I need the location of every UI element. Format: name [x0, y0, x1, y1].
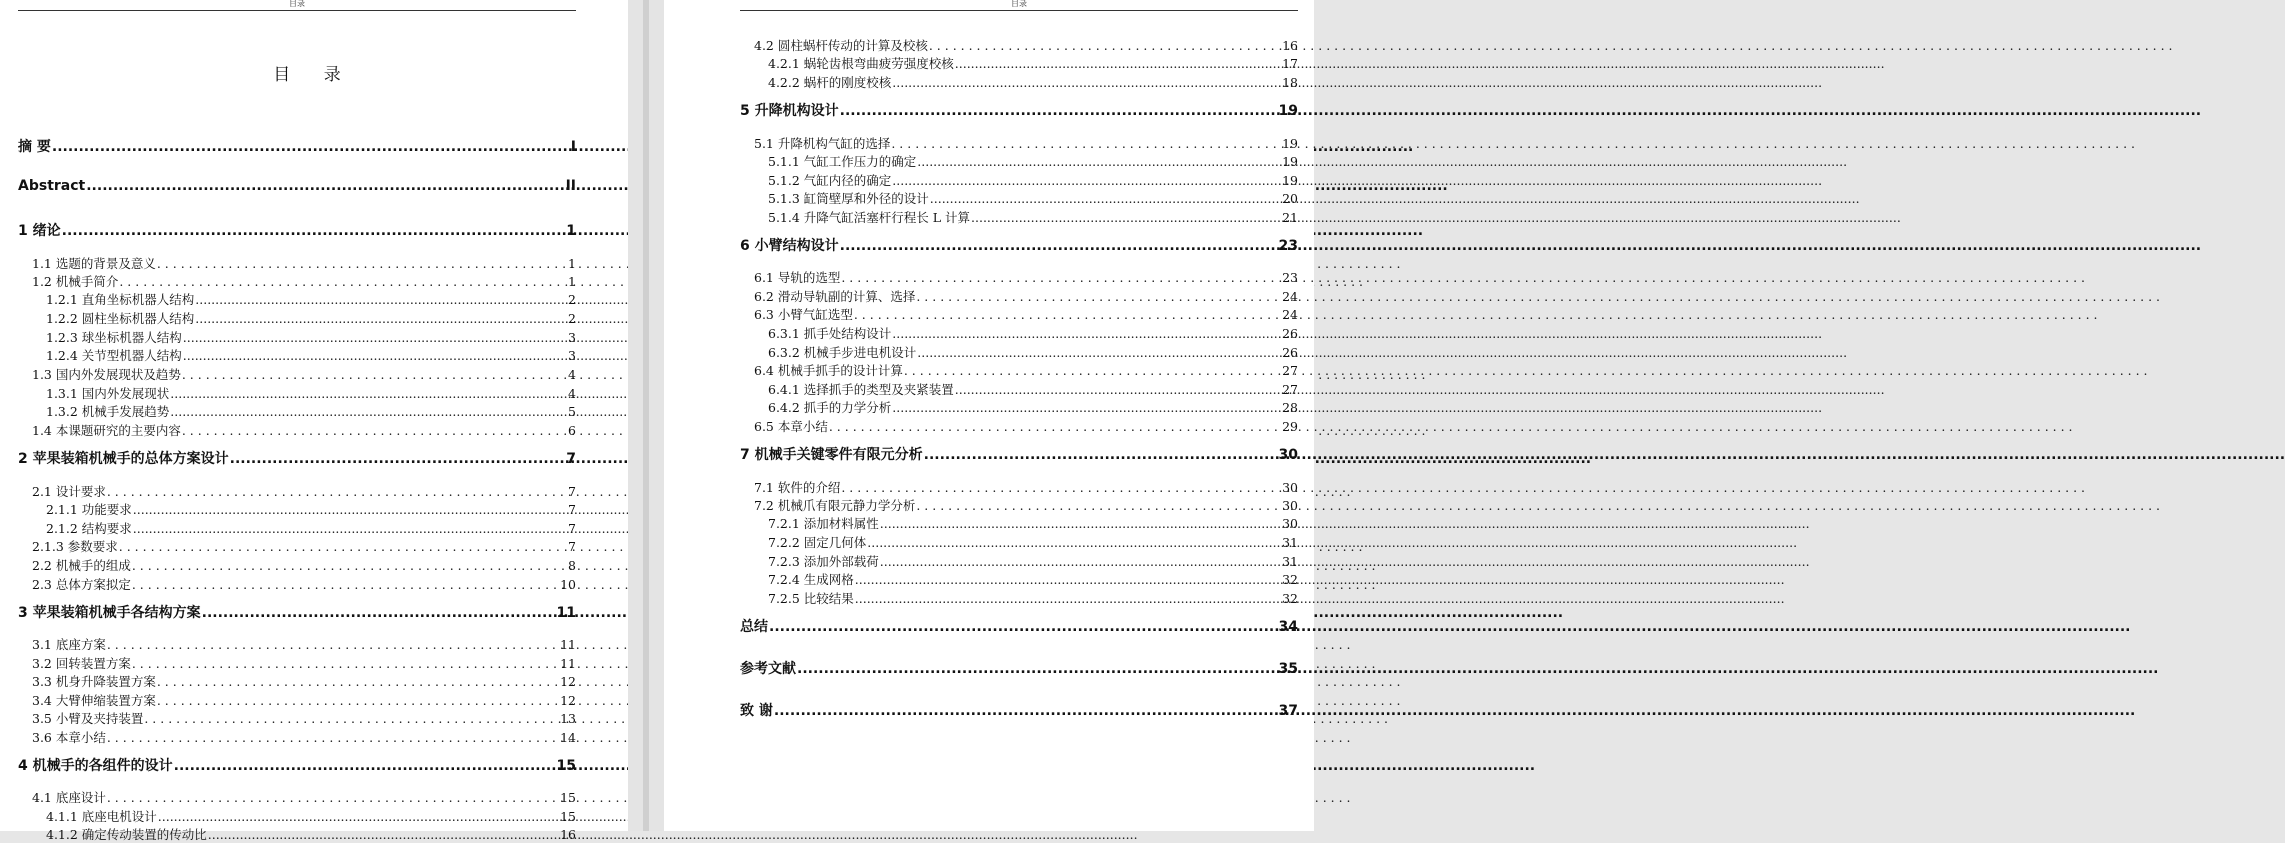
toc-dot-leader — [929, 38, 1281, 53]
toc-entry-title: 总结 — [740, 619, 768, 635]
toc-dot-leader — [916, 289, 1281, 304]
toc-page-number: 15 — [560, 790, 576, 805]
page-title: 目 录 — [273, 65, 355, 85]
toc-page-number: 19 — [1282, 173, 1298, 188]
toc-page-number: 26 — [1282, 326, 1298, 341]
toc-entry-title: 2 苹果装箱机械手的总体方案设计 — [18, 451, 229, 467]
toc-page-number: 37 — [1278, 703, 1298, 719]
toc-entry-title: 3.5 小臂及夹持装置 — [32, 711, 144, 726]
toc-entry-title: 1.1 选题的背景及意义 — [32, 256, 156, 271]
page-header: 目录 — [740, 0, 1298, 11]
toc-page-number: 23 — [1282, 270, 1298, 285]
toc-section-entry[interactable] — [768, 380, 1298, 398]
toc-entry-title: 1.2.1 直角坐标机器人结构 — [46, 292, 195, 307]
toc-section-entry[interactable] — [46, 825, 576, 843]
toc-page-number: 7 — [568, 484, 576, 499]
toc-chapter-entry[interactable] — [18, 448, 576, 468]
toc-page-number: 12 — [560, 693, 576, 708]
toc-section-entry[interactable] — [768, 324, 1298, 342]
toc-page-number: 19 — [1282, 154, 1298, 169]
toc-page-number: 11 — [556, 605, 576, 621]
toc-entry-title: 4.1.2 确定传动装置的传动比 — [46, 827, 207, 842]
page-gutter — [628, 0, 664, 831]
toc-page-number: 1 — [568, 274, 576, 289]
toc-page-number: 6 — [568, 423, 576, 438]
toc-section-entry[interactable] — [46, 309, 576, 327]
toc-entry-title: 6.3.2 机械手步进电机设计 — [768, 345, 917, 360]
toc-dot-leader — [170, 404, 567, 419]
toc-entry-title: 3.3 机身升降装置方案 — [32, 674, 156, 689]
toc-page-number: 3 — [568, 330, 576, 345]
toc-section-entry[interactable] — [754, 287, 1298, 305]
toc-chapter-entry[interactable] — [18, 755, 576, 775]
toc-page-number: 21 — [1282, 210, 1298, 225]
toc-chapter-entry[interactable] — [740, 235, 1298, 255]
toc-chapter-entry[interactable] — [740, 444, 1298, 464]
toc-dot-leader — [840, 238, 1278, 254]
toc-section-entry[interactable] — [32, 421, 576, 439]
toc-dot-leader — [854, 307, 1281, 322]
toc-page-number: 15 — [560, 809, 576, 824]
toc-page-number: 1 — [568, 256, 576, 271]
toc-section-entry[interactable] — [46, 290, 576, 308]
toc-dot-leader — [107, 730, 559, 745]
toc-page-number: 20 — [1282, 191, 1298, 206]
toc-section-entry[interactable] — [46, 346, 576, 364]
toc-entry-title: 7.2.1 添加材料属性 — [768, 516, 879, 531]
toc-section-entry[interactable] — [754, 134, 1298, 152]
toc-page-number: 30 — [1282, 480, 1298, 495]
toc-dot-leader — [917, 345, 1281, 360]
toc-page-number: 2 — [568, 292, 576, 307]
toc-page-number: 13 — [560, 711, 576, 726]
toc-section-entry[interactable] — [32, 691, 576, 709]
toc-section-entry[interactable] — [768, 208, 1298, 226]
toc-page-number: 4 — [568, 367, 576, 382]
toc-page-number: 34 — [1278, 619, 1298, 635]
toc-dot-leader — [107, 790, 559, 805]
toc-section-entry[interactable] — [768, 73, 1298, 91]
toc-section-entry[interactable] — [32, 672, 576, 690]
toc-entry-title: 2.1 设计要求 — [32, 484, 106, 499]
toc-page-number: 7 — [568, 502, 576, 517]
toc-section-entry[interactable] — [32, 728, 576, 746]
toc-section-entry[interactable] — [754, 496, 1298, 514]
toc-entry-title: 2.1.1 功能要求 — [46, 502, 132, 517]
toc-section-entry[interactable] — [754, 478, 1298, 496]
toc-entry-title: 4.2.2 蜗杆的刚度校核 — [768, 75, 892, 90]
toc-section-entry[interactable] — [32, 254, 576, 272]
toc-dot-leader — [924, 447, 1278, 463]
toc-dot-leader — [133, 521, 567, 536]
toc-page-number: 32 — [1282, 591, 1298, 606]
toc-page-number: 10 — [560, 577, 576, 592]
toc-entry-title: 6.4 机械手抓手的设计计算 — [754, 363, 903, 378]
toc-page-number: 32 — [1282, 572, 1298, 587]
toc-page-number: 16 — [560, 827, 576, 842]
toc-dot-leader — [774, 703, 1278, 719]
toc-dot-leader — [158, 809, 559, 824]
toc-dot-leader — [840, 103, 1278, 119]
toc-dot-leader — [971, 210, 1281, 225]
toc-section-entry[interactable] — [46, 519, 576, 537]
toc-page-number: 24 — [1282, 289, 1298, 304]
toc-dot-leader — [86, 178, 564, 194]
toc-section-entry[interactable] — [754, 305, 1298, 323]
scrollbar[interactable] — [643, 0, 649, 831]
toc-dot-leader — [195, 292, 567, 307]
toc-section-entry[interactable] — [754, 36, 1298, 54]
toc-dot-leader — [917, 154, 1281, 169]
toc-page-number: 15 — [556, 758, 576, 774]
toc-chapter-entry[interactable] — [740, 658, 1298, 678]
toc-dot-leader — [132, 558, 567, 573]
toc-entry-title: 1.3 国内外发展现状及趋势 — [32, 367, 181, 382]
toc-page-number: 7 — [568, 539, 576, 554]
toc-chapter-entry[interactable] — [740, 700, 1298, 720]
toc-page-number: 12 — [560, 674, 576, 689]
document-page-left — [0, 0, 628, 842]
toc-entry-title: 2.3 总体方案拟定 — [32, 577, 131, 592]
toc-section-entry[interactable] — [768, 570, 1298, 588]
toc-page-number: 29 — [1282, 419, 1298, 434]
toc-dot-leader — [904, 363, 1281, 378]
toc-dot-leader — [797, 661, 1278, 677]
toc-entry-title: 4.1.1 底座电机设计 — [46, 809, 157, 824]
toc-page-number: 23 — [1278, 238, 1298, 254]
toc-dot-leader — [930, 191, 1281, 206]
toc-dot-leader — [157, 693, 559, 708]
toc-dot-leader — [119, 539, 567, 554]
toc-page-number: 2 — [568, 311, 576, 326]
toc-entry-title: 致 谢 — [740, 703, 773, 719]
toc-entry-title: 摘 要 — [18, 139, 51, 155]
toc-entry-title: 2.1.3 参数要求 — [32, 539, 118, 554]
toc-page-number: 8 — [568, 558, 576, 573]
toc-dot-leader — [955, 56, 1281, 71]
toc-page-number: 18 — [1282, 75, 1298, 90]
toc-entry-title: 6 小臂结构设计 — [740, 238, 839, 254]
toc-section-entry[interactable] — [768, 589, 1298, 607]
toc-entry-title: 7 机械手关键零件有限元分析 — [740, 447, 923, 463]
toc-entry-title: 1.2.2 圆柱坐标机器人结构 — [46, 311, 195, 326]
toc-page-number: 27 — [1282, 363, 1298, 378]
toc-section-entry[interactable] — [768, 343, 1298, 361]
toc-dot-leader — [841, 480, 1281, 495]
toc-page-number: 28 — [1282, 400, 1298, 415]
toc-entry-title: 6.4.2 抓手的力学分析 — [768, 400, 892, 415]
toc-entry-title: 7.2 机械爪有限元静力学分析 — [754, 498, 916, 513]
toc-entry-title: 6.5 本章小结 — [754, 419, 828, 434]
toc-dot-leader — [208, 827, 559, 842]
toc-page-number: I — [570, 139, 576, 155]
toc-section-entry[interactable] — [32, 556, 576, 574]
toc-entry-title: 1.2 机械手简介 — [32, 274, 119, 289]
toc-entry-title: 7.2.4 生成网格 — [768, 572, 854, 587]
toc-entry-title: 7.2.5 比较结果 — [768, 591, 854, 606]
toc-page-number: 30 — [1282, 516, 1298, 531]
toc-section-entry[interactable] — [32, 365, 576, 383]
toc-page-number: 19 — [1278, 103, 1298, 119]
toc-dot-leader — [182, 423, 567, 438]
toc-dot-leader — [891, 136, 1281, 151]
toc-entry-title: 3 苹果装箱机械手各结构方案 — [18, 605, 201, 621]
toc-dot-leader — [144, 711, 559, 726]
toc-page-number: 4 — [568, 386, 576, 401]
toc-page-number: 7 — [566, 451, 576, 467]
toc-entry-title: 4 机械手的各组件的设计 — [18, 758, 173, 774]
toc-dot-leader — [855, 572, 1281, 587]
toc-dot-leader — [132, 577, 559, 592]
toc-entry-title: 1.3.1 国内外发展现状 — [46, 386, 170, 401]
toc-dot-leader — [955, 382, 1281, 397]
toc-entry-title: 5.1.4 升降气缸活塞杆行程长 L 计算 — [768, 210, 971, 225]
toc-page-number: 31 — [1282, 554, 1298, 569]
toc-entry-title: 6.3 小臂气缸选型 — [754, 307, 853, 322]
toc-section-entry[interactable] — [768, 552, 1298, 570]
toc-dot-leader — [157, 674, 559, 689]
toc-entry-title: 参考文献 — [740, 661, 796, 677]
toc-page-number: 31 — [1282, 535, 1298, 550]
toc-dot-leader — [107, 637, 559, 652]
toc-entry-title: 5 升降机构设计 — [740, 103, 839, 119]
toc-entry-title: 1.2.3 球坐标机器人结构 — [46, 330, 182, 345]
toc-dot-leader — [892, 75, 1281, 90]
toc-entry-title: 5.1 升降机构气缸的选择 — [754, 136, 891, 151]
toc-entry-title: 6.4.1 选择抓手的类型及夹紧装置 — [768, 382, 954, 397]
toc-section-entry[interactable] — [768, 189, 1298, 207]
toc-chapter-entry[interactable] — [740, 616, 1298, 636]
toc-dot-leader — [119, 274, 567, 289]
toc-entry-title: 3.6 本章小结 — [32, 730, 106, 745]
toc-entry-title: 7.1 软件的介绍 — [754, 480, 841, 495]
toc-page-number: 5 — [568, 404, 576, 419]
toc-chapter-entry[interactable] — [18, 220, 576, 240]
toc-dot-leader — [230, 451, 566, 467]
toc-dot-leader — [183, 330, 567, 345]
toc-dot-leader — [892, 173, 1281, 188]
toc-dot-leader — [132, 656, 559, 671]
toc-dot-leader — [829, 419, 1281, 434]
toc-page-number: 17 — [1282, 56, 1298, 71]
toc-page-number: 7 — [568, 521, 576, 536]
toc-section-entry[interactable] — [46, 807, 576, 825]
toc-page-number: 1 — [566, 223, 576, 239]
toc-entry-title: Abstract — [18, 178, 86, 194]
toc-dot-leader — [916, 498, 1281, 513]
toc-section-entry[interactable] — [32, 788, 576, 806]
toc-entry-title: 6.1 导轨的选型 — [754, 270, 841, 285]
toc-entry-title: 7.2.3 添加外部载荷 — [768, 554, 879, 569]
toc-page-number: 16 — [1282, 38, 1298, 53]
toc-section-entry[interactable] — [46, 500, 576, 518]
toc-page-number: II — [565, 178, 576, 194]
toc-page-number: 11 — [560, 656, 576, 671]
toc-dot-leader — [170, 386, 567, 401]
toc-section-entry[interactable] — [32, 575, 576, 593]
toc-section-entry[interactable] — [32, 537, 576, 555]
toc-dot-leader — [52, 139, 570, 155]
document-page-right — [664, 0, 1314, 831]
toc-entry-title: 5.1.1 气缸工作压力的确定 — [768, 154, 917, 169]
toc-entry-title: 5.1.3 缸筒壁厚和外径的设计 — [768, 191, 929, 206]
toc-page-number: 3 — [568, 348, 576, 363]
toc-page-number: 35 — [1278, 661, 1298, 677]
toc-page-number: 30 — [1278, 447, 1298, 463]
toc-section-entry[interactable] — [768, 54, 1298, 72]
toc-entry-title: 6.3.1 抓手处结构设计 — [768, 326, 892, 341]
toc-chapter-entry[interactable] — [18, 178, 576, 194]
toc-section-entry[interactable] — [754, 268, 1298, 286]
toc-entry-title: 4.1 底座设计 — [32, 790, 106, 805]
toc-entry-title: 3.4 大臂伸缩装置方案 — [32, 693, 156, 708]
toc-dot-leader — [880, 554, 1281, 569]
toc-dot-leader — [195, 311, 567, 326]
toc-page-number: 26 — [1282, 345, 1298, 360]
toc-entry-title: 3.2 回转装置方案 — [32, 656, 131, 671]
toc-entry-title: 2.2 机械手的组成 — [32, 558, 131, 573]
toc-page-number: 30 — [1282, 498, 1298, 513]
toc-chapter-entry[interactable] — [740, 100, 1298, 120]
toc-entry-title: 3.1 底座方案 — [32, 637, 106, 652]
toc-section-entry[interactable] — [32, 482, 576, 500]
toc-dot-leader — [202, 605, 556, 621]
toc-chapter-entry[interactable] — [18, 136, 576, 156]
toc-dot-leader — [769, 619, 1278, 635]
toc-section-entry[interactable] — [768, 533, 1298, 551]
toc-dot-leader — [892, 400, 1281, 415]
toc-section-entry[interactable] — [754, 417, 1298, 435]
toc-page-number: 11 — [560, 637, 576, 652]
toc-dot-leader — [892, 326, 1281, 341]
toc-section-entry[interactable] — [768, 398, 1298, 416]
toc-entry-title: 4.2 圆柱蜗杆传动的计算及校核 — [754, 38, 928, 53]
toc-dot-leader — [867, 535, 1281, 550]
toc-dot-leader — [174, 758, 556, 774]
toc-dot-leader — [62, 223, 566, 239]
toc-section-entry[interactable] — [768, 152, 1298, 170]
toc-section-entry[interactable] — [768, 514, 1298, 532]
toc-entry-title: 4.2.1 蜗轮齿根弯曲疲劳强度校核 — [768, 56, 954, 71]
toc-section-entry[interactable] — [768, 171, 1298, 189]
toc-chapter-entry[interactable] — [18, 602, 576, 622]
toc-dot-leader — [880, 516, 1281, 531]
toc-dot-leader — [855, 591, 1281, 606]
toc-page-number: 24 — [1282, 307, 1298, 322]
toc-page-number: 19 — [1282, 136, 1298, 151]
toc-page-number: 14 — [560, 730, 576, 745]
toc-section-entry[interactable] — [754, 361, 1298, 379]
toc-dot-leader — [183, 348, 567, 363]
toc-dot-leader — [841, 270, 1281, 285]
toc-entry-title: 1.4 本课题研究的主要内容 — [32, 423, 181, 438]
toc-section-entry[interactable] — [46, 328, 576, 346]
toc-dot-leader — [107, 484, 567, 499]
toc-section-entry[interactable] — [32, 709, 576, 727]
toc-entry-title: 1.3.2 机械手发展趋势 — [46, 404, 170, 419]
toc-section-entry[interactable] — [46, 402, 576, 420]
toc-page-number: 27 — [1282, 382, 1298, 397]
page-header: 目录 — [18, 0, 576, 11]
toc-dot-leader — [157, 256, 567, 271]
toc-entry-title: 6.2 滑动导轨副的计算、选择 — [754, 289, 916, 304]
toc-entry-title: 1.2.4 关节型机器人结构 — [46, 348, 182, 363]
toc-dot-leader — [133, 502, 567, 517]
toc-dot-leader — [182, 367, 567, 382]
toc-entry-title: 2.1.2 结构要求 — [46, 521, 132, 536]
toc-section-entry[interactable] — [32, 654, 576, 672]
toc-entry-title: 1 绪论 — [18, 223, 61, 239]
toc-section-entry[interactable] — [32, 272, 576, 290]
toc-entry-title: 5.1.2 气缸内径的确定 — [768, 173, 892, 188]
toc-entry-title: 7.2.2 固定几何体 — [768, 535, 867, 550]
toc-section-entry[interactable] — [32, 635, 576, 653]
toc-section-entry[interactable] — [46, 384, 576, 402]
